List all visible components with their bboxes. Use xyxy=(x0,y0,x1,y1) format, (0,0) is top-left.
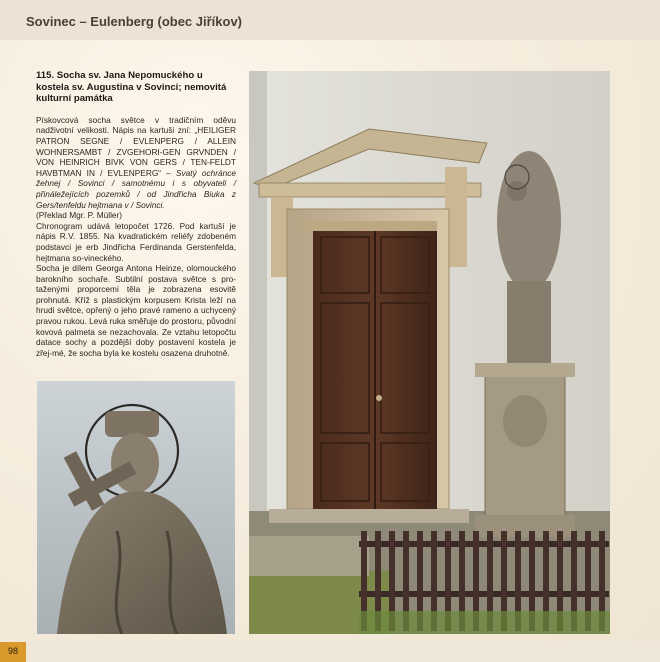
church-photo-drawing xyxy=(249,71,610,634)
page-number: 98 xyxy=(7,646,18,656)
paragraph-inscription: Pískovcová socha světce v tradičním oděvu nadživotní velikosti. Nápis na kartuši zní: „HEILIGER PATRON SEGNE / EVLENPERG / ALLEIN WOHNERSAMBT / ZVGEHORI-GEN GRVNDEN / VON HEINRICH BIVK VON GERS / TEN-FELDT HAVBTMAN IN / EVLENPERG“ – xyxy=(36,114,236,178)
statue-detail-photo xyxy=(37,381,235,634)
article-text xyxy=(36,70,236,358)
translation-note: (Překlad Mgr. P. Müller) xyxy=(36,210,123,221)
article-heading: 115. Socha sv. Jana Nepomuckého u kostela sv. Augustina v Sovinci; nemovitá kulturní památka xyxy=(36,70,227,105)
paragraph-inscription-translation: Svatý ochránce žehnej / Sovinci / samotnému i s obyvateli / přináležejících pozemků / od Jindřicha Biuka z Gers/tenfeldu hejtmana v / Sovinci. xyxy=(36,167,237,210)
statue-detail-drawing xyxy=(37,381,235,634)
footer-bar xyxy=(0,642,660,662)
article-paragraph-author: Socha je dílem Georga Antona Heinze, olomouckého barokního sochaře. Subtilní postava světce s pro-taženými proporcemi těla je zobrazena esovitě prohnutá. Kříž s plastickým korpusem Krista leží na hrudi světce, opřený o jeho pravé rameno a uchycený pravou rukou. Levá ruka směřuje do prostoru, původní kovová palmeta se nezachovala. Ze vztahu letopočtu datace sochy a pozdější doby postavení kostela je zřej-mé, že socha byla ke kostelu osazena druhotně. xyxy=(36,263,236,358)
church-door-with-statue-photo xyxy=(249,71,610,634)
article-paragraph-chronogram: Chronogram udává letopočet 1726. Pod kartuší je nápis R.V. 1855. Na kvadratickém reliéfy zdobeném podstavci je erb Jindřicha Ferdinanda Gerstenfelda, hejtmana so-vineckého. xyxy=(36,220,236,263)
page-header-title: Sovinec – Eulenberg (obec Jiříkov) xyxy=(26,14,243,29)
article-paragraph xyxy=(36,115,236,210)
